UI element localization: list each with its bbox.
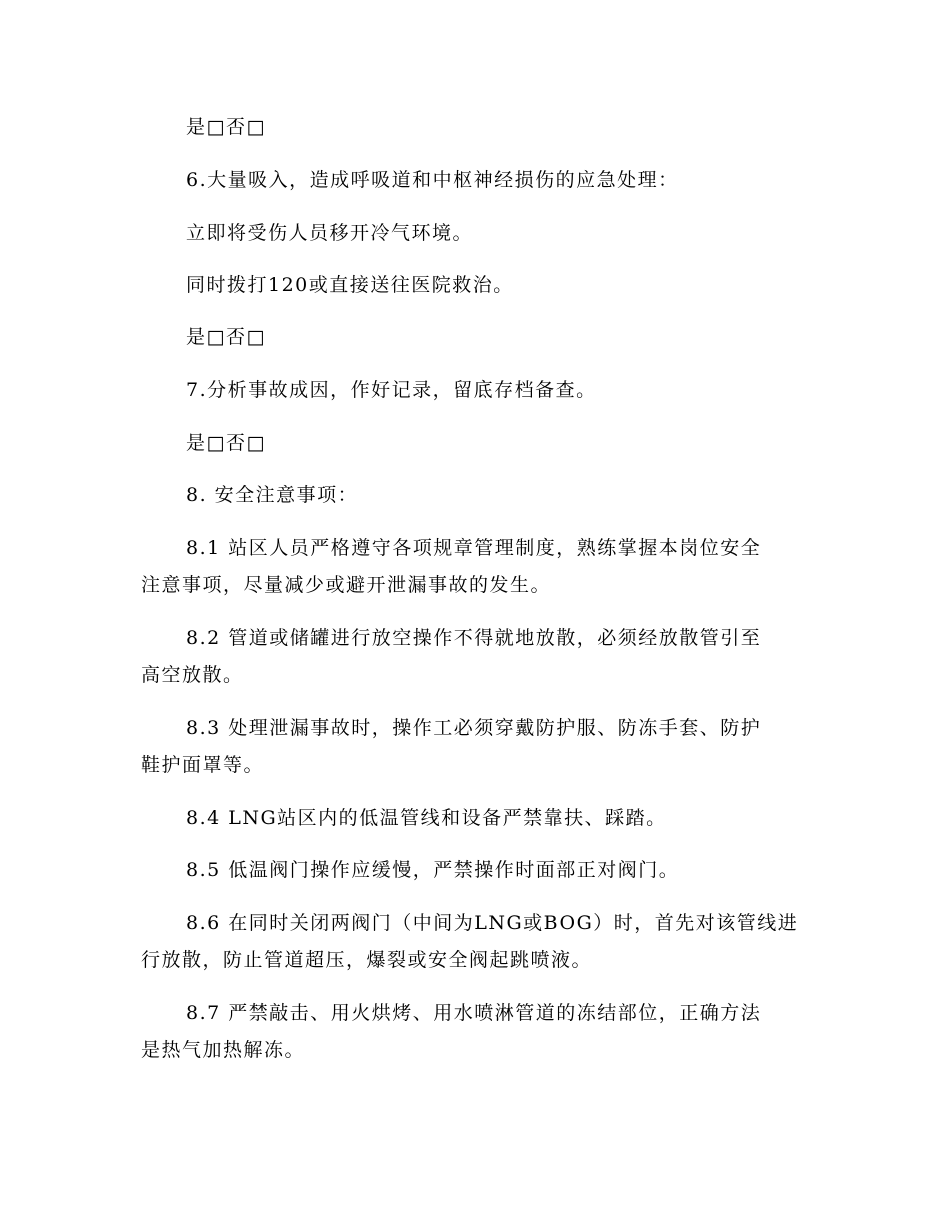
item-8-3-line-2: 鞋护面罩等。 [141,754,265,776]
item-7-heading: 7.分析事故成因，作好记录，留底存档备查。 [186,379,597,401]
answer-checkbox-line-6: 是□否□ [186,326,266,348]
answer-checkbox-line-5: 是□否□ [186,116,266,138]
answer-checkbox-line-7: 是□否□ [186,432,266,454]
item-8-6-line-1: 8.6 在同时关闭两阀门（中间为LNG或BOG）时，首先对该管线进 [186,912,799,934]
item-8-1-line-2: 注意事项，尽量减少或避开泄漏事故的发生。 [141,574,552,596]
item-8-1-line-1: 8.1 站区人员严格遵守各项规章管理制度，熟练掌握本岗位安全 [186,537,762,559]
item-8-5: 8.5 低温阀门操作应缓慢，严禁操作时面部正对阀门。 [186,859,680,881]
item-6-heading: 6.大量吸入，造成呼吸道和中枢神经损伤的应急处理： [186,169,679,191]
item-8-6-line-2: 行放散，防止管道超压，爆裂或安全阀起跳喷液。 [141,949,593,971]
item-8-4: 8.4 LNG站区内的低温管线和设备严禁靠扶、踩踏。 [186,807,667,829]
item-8-3-line-1: 8.3 处理泄漏事故时，操作工必须穿戴防护服、防冻手套、防护 [186,717,762,739]
item-8-7-line-1: 8.7 严禁敲击、用火烘烤、用水喷淋管道的冻结部位，正确方法 [186,1002,762,1024]
item-6-step-2: 同时拨打120或直接送往医院救治。 [186,274,514,296]
item-8-2-line-2: 高空放散。 [141,664,244,686]
item-8-heading: 8. 安全注意事项： [186,484,359,506]
item-6-step-1: 立即将受伤人员移开冷气环境。 [186,222,474,244]
item-8-2-line-1: 8.2 管道或储罐进行放空操作不得就地放散，必须经放散管引至 [186,627,762,649]
item-8-7-line-2: 是热气加热解冻。 [141,1039,306,1061]
